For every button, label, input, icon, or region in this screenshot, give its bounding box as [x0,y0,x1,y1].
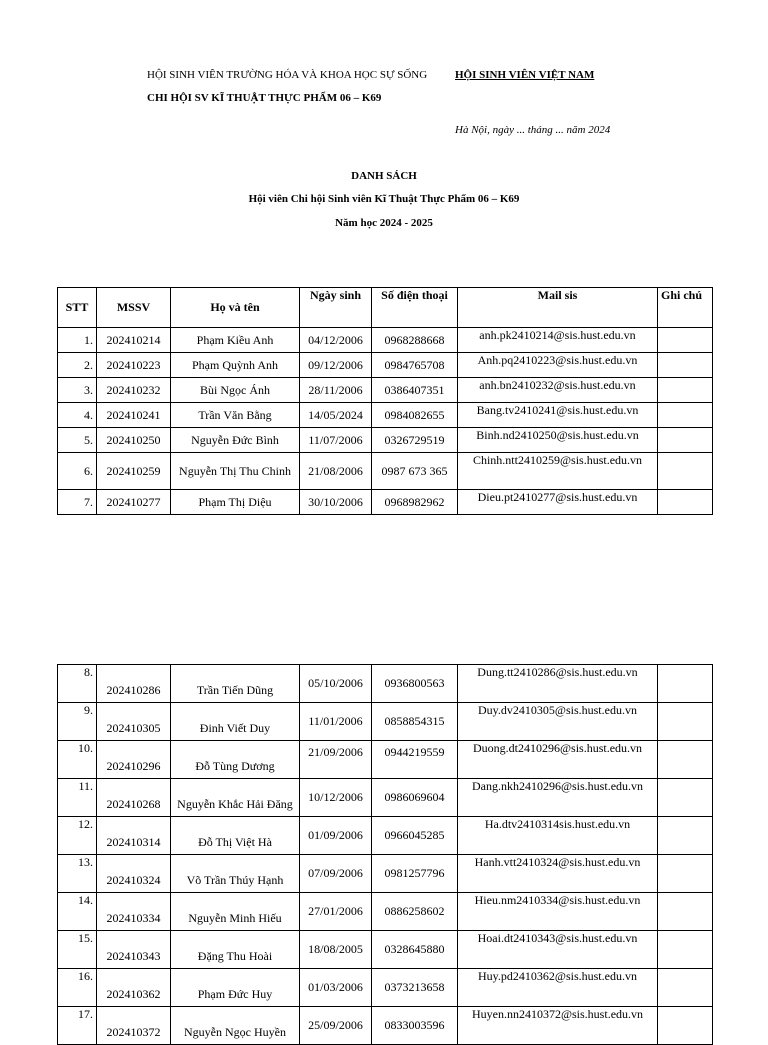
document-title: DANH SÁCH [351,170,417,182]
note-cell [658,490,713,515]
student-id-cell: 202410259 [97,453,171,490]
note-cell [658,817,713,855]
table-row [58,893,713,931]
table-row [58,703,713,741]
student-id-cell: 202410286 [97,665,171,703]
stt-cell: 5. [58,428,97,453]
email-cell: Huy.pd2410362@sis.hust.edu.vn [458,969,658,1007]
member-table-page1 [57,287,713,515]
email-cell: Hieu.nm2410334@sis.hust.edu.vn [458,893,658,931]
column-header-note: Ghi chú [658,288,713,328]
phone-cell: 0936800563 [372,665,458,703]
column-header-mail: Mail sis [458,288,658,328]
email-cell: Anh.pq2410223@sis.hust.edu.vn [458,353,658,378]
stt-cell: 9. [58,703,97,741]
stt-cell: 12. [58,817,97,855]
stt-cell: 3. [58,378,97,403]
date-line: Hà Nội, ngày ... tháng ... năm 2024 [455,124,611,136]
email-cell: Duong.dt2410296@sis.hust.edu.vn [458,741,658,779]
email-cell: Binh.nd2410250@sis.hust.edu.vn [458,428,658,453]
stt-cell: 16. [58,969,97,1007]
phone-cell: 0944219559 [372,741,458,779]
birth-date-cell: 18/08/2005 [300,931,372,969]
full-name-cell: Trần Văn Bằng [171,403,300,428]
phone-cell: 0326729519 [372,428,458,453]
birth-date-cell: 09/12/2006 [300,353,372,378]
phone-cell: 0968288668 [372,328,458,353]
birth-date-cell: 28/11/2006 [300,378,372,403]
table-header-row [58,288,713,328]
stt-cell: 6. [58,453,97,490]
stt-cell: 8. [58,665,97,703]
email-cell: Huyen.nn2410372@sis.hust.edu.vn [458,1007,658,1045]
birth-date-cell: 21/08/2006 [300,453,372,490]
birth-date-cell: 01/03/2006 [300,969,372,1007]
column-header-name: Họ và tên [171,288,300,328]
email-cell: Hoai.dt2410343@sis.hust.edu.vn [458,931,658,969]
branch-name: CHI HỘI SV KĨ THUẬT THỰC PHẨM 06 – K69 [147,92,382,104]
email-cell: anh.bn2410232@sis.hust.edu.vn [458,378,658,403]
note-cell [658,453,713,490]
birth-date-cell: 21/09/2006 [300,741,372,779]
stt-cell: 4. [58,403,97,428]
member-table-page2 [57,664,713,1045]
birth-date-cell: 11/07/2006 [300,428,372,453]
full-name-cell: Nguyễn Đức Bình [171,428,300,453]
student-id-cell: 202410362 [97,969,171,1007]
column-header-dob: Ngày sinh [300,288,372,328]
table-row [58,378,713,403]
note-cell [658,428,713,453]
student-id-cell: 202410314 [97,817,171,855]
table-row [58,353,713,378]
table-row [58,817,713,855]
full-name-cell: Phạm Kiều Anh [171,328,300,353]
full-name-cell: Nguyễn Ngọc Huyền [171,1007,300,1045]
note-cell [658,328,713,353]
birth-date-cell: 30/10/2006 [300,490,372,515]
phone-cell: 0987 673 365 [372,453,458,490]
phone-cell: 0986069604 [372,779,458,817]
full-name-cell: Phạm Quỳnh Anh [171,353,300,378]
student-id-cell: 202410223 [97,353,171,378]
full-name-cell: Võ Trần Thúy Hạnh [171,855,300,893]
phone-cell: 0981257796 [372,855,458,893]
table-row [58,665,713,703]
stt-cell: 13. [58,855,97,893]
column-header-phone: Số điện thoại [372,288,458,328]
student-id-cell: 202410372 [97,1007,171,1045]
student-id-cell: 202410324 [97,855,171,893]
note-cell [658,665,713,703]
table-row [58,328,713,353]
full-name-cell: Bùi Ngọc Ánh [171,378,300,403]
full-name-cell: Nguyễn Khắc Hải Đăng [171,779,300,817]
column-header-mssv: MSSV [97,288,171,328]
phone-cell: 0386407351 [372,378,458,403]
stt-cell: 17. [58,1007,97,1045]
birth-date-cell: 25/09/2006 [300,1007,372,1045]
organization-name: HỘI SINH VIÊN TRƯỜNG HÓA VÀ KHOA HỌC SỰ SỐNG [147,69,428,81]
table-row [58,453,713,490]
note-cell [658,779,713,817]
student-id-cell: 202410232 [97,378,171,403]
stt-cell: 7. [58,490,97,515]
note-cell [658,893,713,931]
stt-cell: 2. [58,353,97,378]
student-id-cell: 202410343 [97,931,171,969]
student-id-cell: 202410305 [97,703,171,741]
column-header-stt: STT [58,288,97,328]
full-name-cell: Đinh Viết Duy [171,703,300,741]
table-row [58,931,713,969]
email-cell: Dung.tt2410286@sis.hust.edu.vn [458,665,658,703]
document-subtitle: Hội viên Chi hội Sinh viên Kĩ Thuật Thực Phẩm 06 – K69 [248,193,520,205]
phone-cell: 0968982962 [372,490,458,515]
note-cell [658,741,713,779]
note-cell [658,378,713,403]
phone-cell: 0886258602 [372,893,458,931]
table-row [58,969,713,1007]
email-cell: Duy.dv2410305@sis.hust.edu.vn [458,703,658,741]
email-cell: Chinh.ntt2410259@sis.hust.edu.vn [458,453,658,490]
note-cell [658,1007,713,1045]
table-row [58,741,713,779]
phone-cell: 0966045285 [372,817,458,855]
birth-date-cell: 07/09/2006 [300,855,372,893]
stt-cell: 14. [58,893,97,931]
phone-cell: 0858854315 [372,703,458,741]
full-name-cell: Đặng Thu Hoài [171,931,300,969]
full-name-cell: Nguyễn Minh Hiếu [171,893,300,931]
table-row [58,403,713,428]
email-cell: Bang.tv2410241@sis.hust.edu.vn [458,403,658,428]
stt-cell: 1. [58,328,97,353]
full-name-cell: Đỗ Thị Việt Hà [171,817,300,855]
student-id-cell: 202410214 [97,328,171,353]
student-id-cell: 202410268 [97,779,171,817]
full-name-cell: Phạm Đức Huy [171,969,300,1007]
national-organization-name: HỘI SINH VIÊN VIỆT NAM [455,69,595,81]
student-id-cell: 202410296 [97,741,171,779]
email-cell: anh.pk2410214@sis.hust.edu.vn [458,328,658,353]
note-cell [658,855,713,893]
email-cell: Hanh.vtt2410324@sis.hust.edu.vn [458,855,658,893]
school-year: Năm học 2024 - 2025 [335,217,433,229]
stt-cell: 15. [58,931,97,969]
birth-date-cell: 01/09/2006 [300,817,372,855]
birth-date-cell: 27/01/2006 [300,893,372,931]
note-cell [658,703,713,741]
birth-date-cell: 10/12/2006 [300,779,372,817]
birth-date-cell: 14/05/2024 [300,403,372,428]
note-cell [658,969,713,1007]
full-name-cell: Phạm Thị Diệu [171,490,300,515]
stt-cell: 11. [58,779,97,817]
phone-cell: 0373213658 [372,969,458,1007]
student-id-cell: 202410241 [97,403,171,428]
email-cell: Ha.dtv2410314sis.hust.edu.vn [458,817,658,855]
full-name-cell: Trần Tiến Dũng [171,665,300,703]
note-cell [658,403,713,428]
phone-cell: 0984765708 [372,353,458,378]
note-cell [658,931,713,969]
phone-cell: 0328645880 [372,931,458,969]
table-row [58,1007,713,1045]
student-id-cell: 202410250 [97,428,171,453]
birth-date-cell: 11/01/2006 [300,703,372,741]
email-cell: Dang.nkh2410296@sis.hust.edu.vn [458,779,658,817]
phone-cell: 0833003596 [372,1007,458,1045]
email-cell: Dieu.pt2410277@sis.hust.edu.vn [458,490,658,515]
student-id-cell: 202410277 [97,490,171,515]
note-cell [658,353,713,378]
student-id-cell: 202410334 [97,893,171,931]
birth-date-cell: 04/12/2006 [300,328,372,353]
table-row [58,779,713,817]
table-row [58,428,713,453]
stt-cell: 10. [58,741,97,779]
table-row [58,490,713,515]
table-row [58,855,713,893]
birth-date-cell: 05/10/2006 [300,665,372,703]
phone-cell: 0984082655 [372,403,458,428]
full-name-cell: Nguyễn Thị Thu Chinh [171,453,300,490]
full-name-cell: Đỗ Tùng Dương [171,741,300,779]
